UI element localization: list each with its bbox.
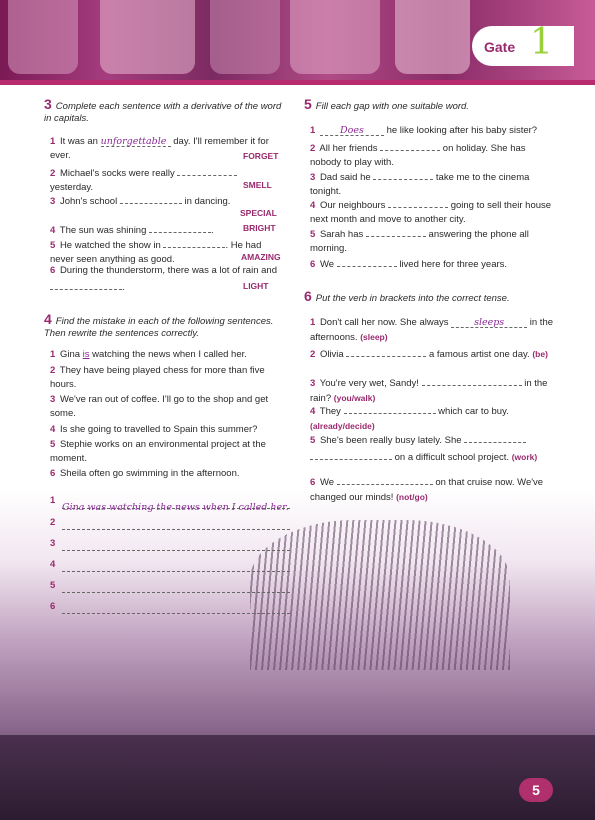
ex3-item-6: 6 During the thunderstorm, there was a lot of rain and . <box>50 265 277 293</box>
ex4-line-num-5: 5 <box>50 580 56 591</box>
ex3-gap-5[interactable] <box>163 236 225 248</box>
ex4-item-5: 5 Stephie works on an environmental project at the moment. <box>50 439 266 464</box>
ex6-gap-5[interactable] <box>464 431 526 443</box>
ex4-answer-line-1[interactable]: Gina was watching the news when I called her. <box>62 497 290 509</box>
ex6-item-5: 5 She's been really busy lately. She on a difficult school project. (work) <box>310 431 560 465</box>
ex4-answer-line-2[interactable] <box>62 528 290 530</box>
ex3-gap-6[interactable] <box>50 278 122 290</box>
ex3-item-5: 5 He watched the show in . He had never seen anything as good. <box>50 236 285 267</box>
ex3-gap-3[interactable] <box>120 192 182 204</box>
gate-number: 1 <box>530 22 553 63</box>
ex3-gap-4[interactable] <box>149 221 211 233</box>
ex6-gap-3[interactable] <box>422 374 522 386</box>
ex6-item-3: 3 You're very wet, Sandy! in the rain? (you/walk) <box>310 374 560 406</box>
header-stripe <box>0 80 595 85</box>
ex4-answer-line-4[interactable] <box>62 570 290 572</box>
ex3-key-3: SPECIAL <box>240 208 277 218</box>
ex5-item-5: 5 Sarah has answering the phone all morning. <box>310 225 555 256</box>
ex3-gap-2[interactable] <box>177 164 237 176</box>
ex5-item-1: 1 Does he like looking after his baby sister? <box>310 125 538 136</box>
ex6-gap-2[interactable] <box>346 345 426 357</box>
ex6-gap-1[interactable]: sleeps <box>451 316 527 328</box>
ex5-gap-2[interactable] <box>380 139 440 151</box>
ex4-mistake-mark: is <box>82 349 90 360</box>
ex6-item-4: 4 They which car to buy. (already/decide) <box>310 402 560 434</box>
ex4-answer-line-6[interactable] <box>62 612 290 614</box>
ex6-item-1: 1 Don't call her now. She always sleeps in the afternoons. (sleep) <box>310 317 554 343</box>
ex4-line-num-2: 2 <box>50 517 56 528</box>
ex3-item-2: 2 Michael's socks were really yesterday. <box>50 164 285 195</box>
ex4-number: 4 <box>44 311 52 327</box>
ex4-item-6: 6 Sheila often go swimming in the afternoon. <box>50 468 240 479</box>
ex3-item-1: 1 It was an unforgettable day. I'll remember it for ever. <box>50 136 269 161</box>
ex5-gap-5[interactable] <box>366 225 426 237</box>
banner-photo-3 <box>210 0 280 74</box>
ex4-item-1: 1 Gina is watching the news when I called her. <box>50 349 247 360</box>
banner-photo-5 <box>395 0 470 74</box>
ex5-gap-6[interactable] <box>337 255 397 267</box>
water-photo <box>0 735 595 820</box>
ex3-item-3: 3 John's school in dancing. <box>50 192 285 209</box>
ex3-key-2: SMELL <box>243 180 272 190</box>
ex4-line-num-6: 6 <box>50 601 56 612</box>
ex3-instruction: 3 Complete each sentence with a derivative of the word in capitals. <box>44 96 282 124</box>
ex5-item-3: 3 Dad said he take me to the cinema tonight. <box>310 168 555 199</box>
ex3-key-1: FORGET <box>243 151 279 161</box>
reeds-photo <box>250 520 510 670</box>
ex3-key-6: LIGHT <box>243 281 269 291</box>
ex5-instruction: 5 Fill each gap with one suitable word. <box>304 96 469 112</box>
ex4-item-2: 2 They have being played chess for more than five hours. <box>50 365 265 390</box>
ex6-gap-4[interactable] <box>344 402 436 414</box>
ex6-item-2: 2 Olivia a famous artist one day. (be) <box>310 345 560 362</box>
ex4-line-num-1: 1 <box>50 495 56 506</box>
ex6-gap-5b[interactable] <box>310 448 392 460</box>
ex3-item-4: 4 The sun was shining . <box>50 221 285 238</box>
banner-photo-4 <box>290 0 380 74</box>
page-number: 5 <box>519 778 553 802</box>
ex5-gap-4[interactable] <box>388 196 448 208</box>
ex5-number: 5 <box>304 96 312 112</box>
ex6-gap-6[interactable] <box>337 473 433 485</box>
ex6-instruction: 6 Put the verb in brackets into the correct tense. <box>304 288 510 304</box>
ex4-item-3: 3 We've ran out of coffee. I'll go to the shop and get some. <box>50 394 269 419</box>
ex3-gap-1[interactable]: unforgettable <box>101 135 171 147</box>
banner-photo-2 <box>100 0 195 74</box>
ex6-number: 6 <box>304 288 312 304</box>
ex4-item-4: 4 Is she going to travelled to Spain this summer? <box>50 424 258 435</box>
ex5-item-2: 2 All her friends on holiday. She has nobody to play with. <box>310 139 555 170</box>
ex5-item-6: 6 We lived here for three years. <box>310 255 560 272</box>
ex5-gap-3[interactable] <box>373 168 433 180</box>
ex3-key-4: BRIGHT <box>243 223 276 233</box>
ex4-line-num-3: 3 <box>50 538 56 549</box>
ex4-line-num-4: 4 <box>50 559 56 570</box>
ex5-gap-1[interactable]: Does <box>320 124 384 136</box>
ex3-number: 3 <box>44 96 52 112</box>
banner-photo-1 <box>8 0 78 74</box>
ex6-item-6: 6 We on that cruise now. We've changed our minds! (not/go) <box>310 473 560 505</box>
ex3-key-5: AMAZING <box>241 252 281 262</box>
ex5-item-4: 4 Our neighbours going to sell their house next month and move to another city. <box>310 196 555 227</box>
ex4-answer-line-5[interactable] <box>62 591 290 593</box>
gate-word: Gate <box>484 39 516 55</box>
ex4-instruction: 4 Find the mistake in each of the following sentences. Then rewrite the sentences correctly. <box>44 311 274 339</box>
ex4-answer-line-3[interactable] <box>62 549 290 551</box>
